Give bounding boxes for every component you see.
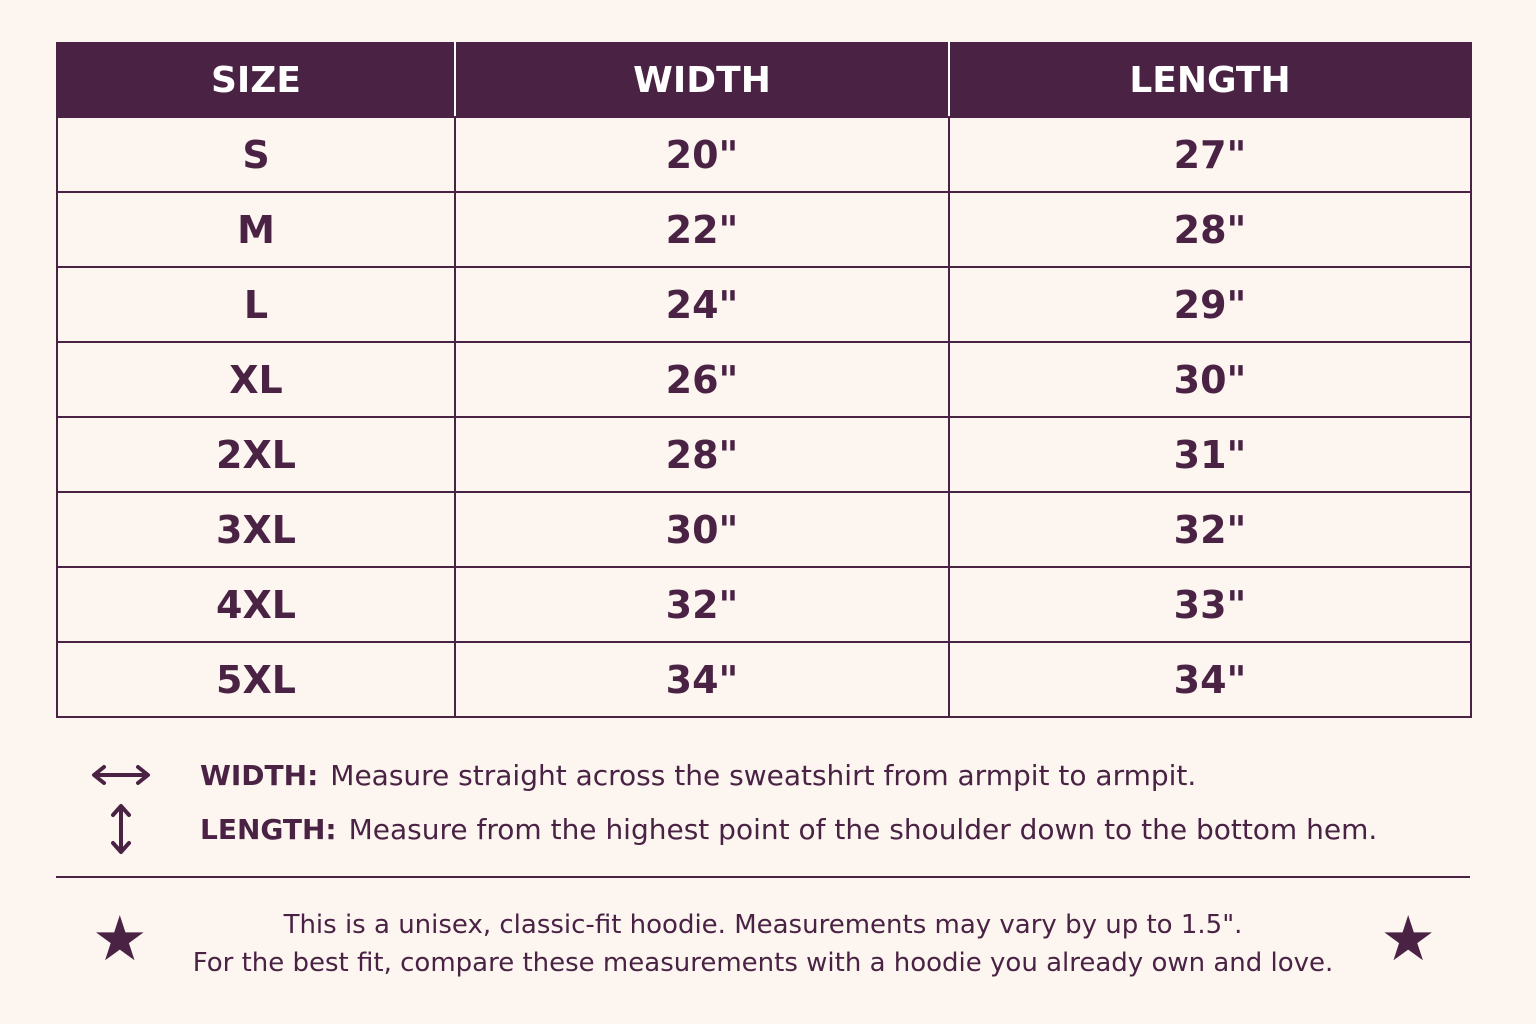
cell-width: 28" xyxy=(455,417,949,492)
section-divider xyxy=(56,876,1470,878)
cell-width: 24" xyxy=(455,267,949,342)
table-header-row xyxy=(57,43,1471,117)
cell-length: 32" xyxy=(949,492,1471,567)
table-row xyxy=(57,267,1471,342)
header-length: LENGTH xyxy=(949,43,1471,117)
size-chart-table xyxy=(56,42,1472,718)
star-icon: ★ xyxy=(1380,902,1436,975)
cell-width: 26" xyxy=(455,342,949,417)
table-row xyxy=(57,192,1471,267)
legend-width-key: WIDTH: xyxy=(200,758,319,792)
cell-width: 30" xyxy=(455,492,949,567)
legend-width-row xyxy=(88,748,1488,802)
legend-width-text xyxy=(200,759,1196,792)
legend-width-description: Measure straight across the sweatshirt from armpit to armpit. xyxy=(330,758,1197,792)
cell-size: S xyxy=(57,117,455,192)
legend-length-row xyxy=(88,802,1488,856)
header-width: WIDTH xyxy=(455,43,949,117)
vertical-double-arrow-icon xyxy=(88,804,154,854)
table-row xyxy=(57,492,1471,567)
fit-note-line-2: For the best fit, compare these measurements with a hoodie you already own and love. xyxy=(192,948,1334,978)
cell-width: 22" xyxy=(455,192,949,267)
table-row xyxy=(57,567,1471,642)
cell-length: 29" xyxy=(949,267,1471,342)
cell-size: 2XL xyxy=(57,417,455,492)
fit-note-text xyxy=(56,902,1470,982)
cell-length: 30" xyxy=(949,342,1471,417)
cell-size: L xyxy=(57,267,455,342)
cell-size: 4XL xyxy=(57,567,455,642)
table-row xyxy=(57,117,1471,192)
cell-size: M xyxy=(57,192,455,267)
cell-length: 31" xyxy=(949,417,1471,492)
star-icon: ★ xyxy=(92,902,148,975)
fit-note xyxy=(56,900,1470,990)
table-row xyxy=(57,642,1471,717)
legend-length-key: LENGTH: xyxy=(200,812,337,846)
cell-length: 33" xyxy=(949,567,1471,642)
cell-width: 34" xyxy=(455,642,949,717)
cell-length: 34" xyxy=(949,642,1471,717)
cell-width: 20" xyxy=(455,117,949,192)
table-row xyxy=(57,342,1471,417)
cell-length: 28" xyxy=(949,192,1471,267)
cell-size: 5XL xyxy=(57,642,455,717)
legend-length-text xyxy=(200,813,1377,846)
cell-width: 32" xyxy=(455,567,949,642)
header-size: SIZE xyxy=(57,43,455,117)
cell-size: XL xyxy=(57,342,455,417)
fit-note-line-1: This is a unisex, classic-fit hoodie. Measurements may vary by up to 1.5". xyxy=(283,910,1243,940)
measurement-legend xyxy=(88,748,1488,856)
legend-length-description: Measure from the highest point of the shoulder down to the bottom hem. xyxy=(348,812,1378,846)
cell-length: 27" xyxy=(949,117,1471,192)
horizontal-double-arrow-icon xyxy=(88,750,154,800)
cell-size: 3XL xyxy=(57,492,455,567)
table-row xyxy=(57,417,1471,492)
